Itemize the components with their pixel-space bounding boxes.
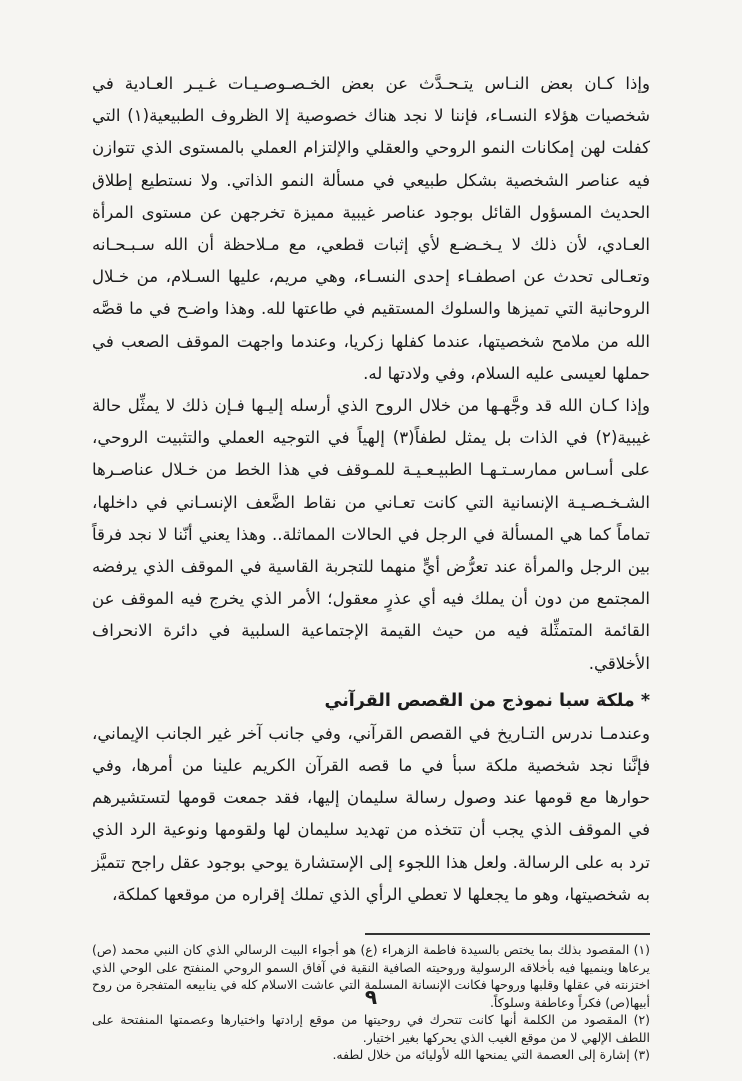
page-number: ٩ [364, 985, 378, 1009]
footnote-3: (٣) إشارة إلى العصمة التي يمنحها الله لأوليائه من خلال لطفه. [332, 1047, 650, 1063]
paragraph-1: وإذا كـان بعض النـاس يتـحـدَّث عن بعض الخـصـوصـيـات غـيـر العـادية في شخصيات هؤلاء النسـاء، فإننا لا نجد هناك خصوصية إلا الظروف الطبيعية(١) التي كفلت لهن إمكانات النمو الروحي والعقلي والإلتزام العملي بالمستوى الذي تتوازن فيه عناصر الشخصية بشكل طبيعي في مسألة النمو الذاتي. ولا نستطيع إطلاق الحديث المسؤول القائل بوجود عناصر غيبية مميزة تخرجهن عن مستوى المرأة العـادي، لأن ذلك لا يـخـضـع لأي إثبات قطعي، مع مـلاحظة أن الله سـبـحـانه وتعـالى تحدث عن اصطفـاء إحدى النسـاء، وهي مريم، عليها السـلام، من خـلال الروحانية التي تميزها والسلوك المستقيم في طاعتها لله. وهذا واضـح في ما قصَّه الله من ملامح شخصيتها، عندما كفلها زكريا، وعندما واجهت الموقف الصعب في حملها لعيسى عليه السلام، وفي ولادتها له. [92, 74, 650, 383]
paragraph-2: وإذا كـان الله قد وجَّهـها من خلال الروح الذي أرسله إليـها فـإن ذلك لا يمثِّل حالة غيبية(٢) في الذات بل يمثل لطفاً(٣) إلهياً في التوجيه العملي والتثبيت الروحي، على أسـاس ممارسـتـهـا الطبيـعـيـة للمـوقف في هذا الخط من خـلال عناصـرها الشـخـصـيـة الإنسانية التي كانت تعـاني من نقاط الضَّعف الإنسـاني في داخلها، تماماً كما هي المسألة في الرجل في الحالات المماثلة.. وهذا يعني أنّنا لا نجد فرقاً بين الرجل والمرأة عند تعرُّض أيٍّ منهما للتجربة القاسية في الموقف الذي يرفضه المجتمع من دون أن يملك فيه أي عذرٍ معقول؛ الأمر الذي يخرج فيه الموقف عن القائمة المتمثِّلة فيه من حيث القيمة الإجتماعية السلبية في دائرة الانحراف الأخلاقي. [92, 396, 651, 673]
footnote-2: (٢) المقصود من الكلمة أنها كانت تتحرك في روحيتها من موقع إرادتها واختيارها وعصمتها المنفتحة على اللطف الإلهي لا من موقع الغيب الذي يحركها بغير اختيار. [92, 1012, 650, 1045]
footnote-1: (١) المقصود بذلك بما يختص بالسيدة فاطمة الزهراء (ع) هو أجواء البيت الرسالي الذي كان النبي محمد (ص) يرعاها وينميها فيه بأخلاقه الرسولية وروحيته الصافية النقية في آفاق السمو الروحي المنفتح على الوحي الذي اختزنته في عقلها وقلبها وروحها فكانت الإنسانة المسلمة التي عاشت الاسلام كله في ينابيعه المتفجرة من روح أبيها(ص) فكراً وعاطفة وسلوكاً. [92, 942, 650, 1010]
section-heading: * ملكة سبا نموذج من القصص القرآني [324, 690, 650, 711]
footnote-divider [365, 933, 650, 935]
paragraph-3: وعندمـا ندرس التـاريخ في القصص القرآني، وفي جانب آخر غير الجانب الإيماني، فإنَّنا نجد شخصية ملكة سبأ في ما قصه القرآن الكريم علينا من أمرها، وفي حوارها مع قومها عند وصول رسالة سليمان إليها، فقد جمعت قومها لتستشيرهم في الموقف الذي يجب أن تتخذه من تهديد سليمان لها ولقومها ونوعية الرد الذي ترد به على الرسالة. ولعل هذا اللجوء إلى الإستشارة يوحي بوجود عقل راجح تتميَّز به شخصيتها، وهو ما يجعلها لا تعطي الرأي الذي تملك إقراره من موقعها كملكة، [92, 723, 650, 904]
main-text [92, 68, 650, 911]
